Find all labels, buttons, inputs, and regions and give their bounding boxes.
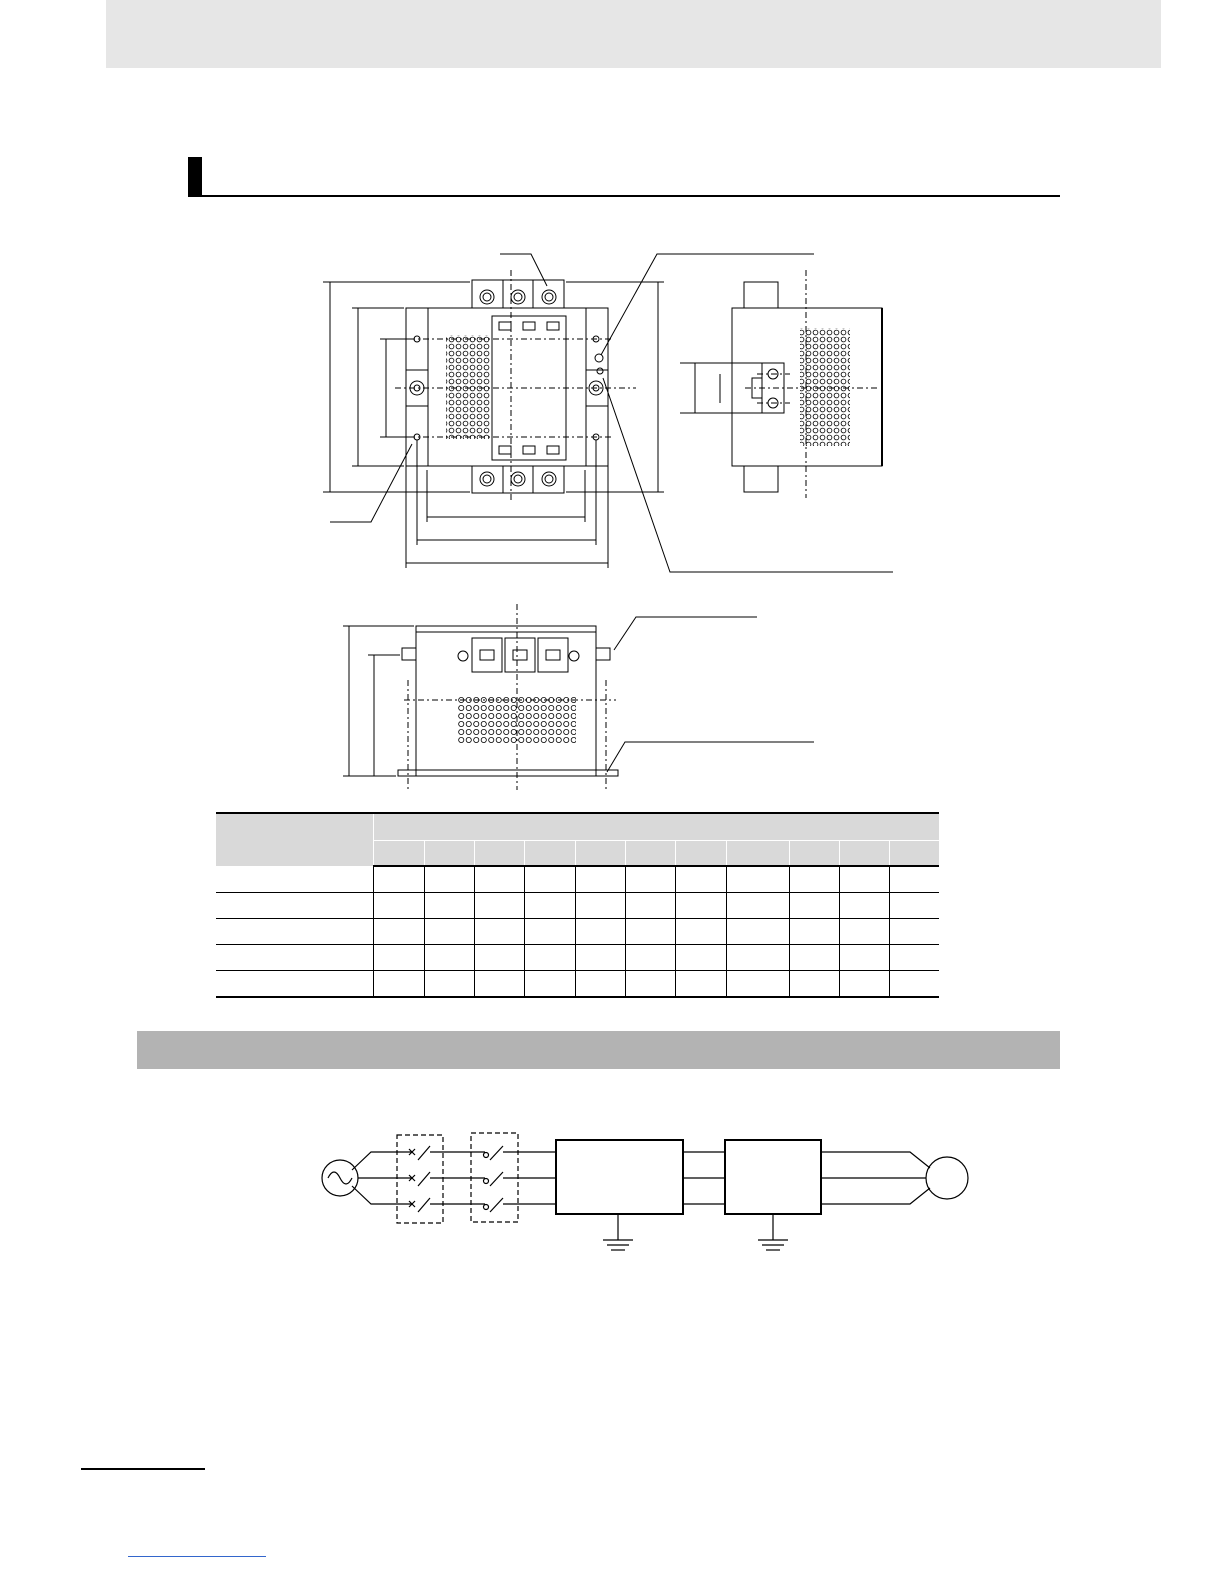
ground-icon	[758, 1214, 788, 1250]
table-row	[216, 893, 939, 919]
wiring-diagram	[315, 1125, 980, 1260]
dimension-header	[839, 841, 889, 867]
ac-source-icon	[322, 1160, 358, 1196]
dimension-header	[726, 841, 789, 867]
dimension-cell	[524, 919, 575, 945]
dimension-cell	[675, 866, 726, 893]
dimension-cell	[789, 945, 839, 971]
dimensions-column-header	[373, 813, 939, 841]
dimension-cell	[424, 919, 474, 945]
model-column-header	[216, 813, 373, 866]
dimension-cell	[424, 866, 474, 893]
dimension-cell	[839, 971, 889, 998]
dimension-cell	[789, 866, 839, 893]
dimension-cell	[373, 971, 424, 998]
dimension-cell	[373, 893, 424, 919]
dimension-cell	[575, 945, 625, 971]
dimension-cell	[889, 893, 939, 919]
vent-pattern	[446, 335, 490, 439]
dimension-cell	[474, 919, 524, 945]
section-heading	[188, 195, 1060, 197]
noise-filter-block	[556, 1140, 683, 1214]
dimension-cell	[726, 893, 789, 919]
dimension-cell	[789, 893, 839, 919]
dimension-header	[625, 841, 675, 867]
motor-icon	[926, 1157, 968, 1199]
dimension-cell	[474, 893, 524, 919]
dimension-header	[424, 841, 474, 867]
bottom-view-drawing	[330, 600, 830, 800]
dimension-cell	[675, 971, 726, 998]
filter-body-outline	[406, 308, 608, 466]
dimension-cell	[424, 945, 474, 971]
dimension-cell	[726, 945, 789, 971]
table-row	[216, 945, 939, 971]
dimension-cell	[373, 866, 424, 893]
dimension-cell	[625, 971, 675, 998]
section-heading-marker	[188, 157, 202, 197]
dimension-cell	[789, 971, 839, 998]
dimension-cell	[625, 945, 675, 971]
dimension-cell	[726, 919, 789, 945]
front-view-drawing	[310, 240, 910, 580]
dimension-cell	[575, 893, 625, 919]
dimension-cell	[889, 866, 939, 893]
dimension-table	[216, 812, 939, 998]
dimension-cell	[726, 971, 789, 998]
dimension-cell	[839, 866, 889, 893]
dimension-cell	[675, 945, 726, 971]
dimension-header	[474, 841, 524, 867]
dimension-cell	[524, 945, 575, 971]
dimension-cell	[474, 945, 524, 971]
dimension-cell	[675, 893, 726, 919]
dimension-cell	[474, 866, 524, 893]
dimension-cell	[575, 919, 625, 945]
table-row	[216, 971, 939, 998]
dimension-cell	[889, 919, 939, 945]
dimension-cell	[889, 945, 939, 971]
dimension-cell	[575, 866, 625, 893]
dimension-cell	[625, 893, 675, 919]
model-cell	[216, 971, 373, 998]
dimension-cell	[889, 971, 939, 998]
ground-icon	[603, 1214, 633, 1250]
bottom-terminal-block	[472, 465, 564, 493]
dimension-cell	[373, 919, 424, 945]
dimension-cell	[524, 971, 575, 998]
page-header-band	[106, 0, 1161, 68]
dimension-cell	[575, 971, 625, 998]
top-terminal-block	[472, 280, 564, 308]
dimension-cell	[789, 919, 839, 945]
footer-rule	[81, 1468, 205, 1470]
dimension-cell	[625, 866, 675, 893]
dimension-cell	[524, 866, 575, 893]
model-cell	[216, 893, 373, 919]
dimension-cell	[424, 971, 474, 998]
switch-contact-icon	[484, 1146, 504, 1212]
dimension-cell	[524, 893, 575, 919]
breaker-contact-icon	[409, 1146, 430, 1212]
model-cell	[216, 919, 373, 945]
dimension-header	[575, 841, 625, 867]
table-row	[216, 919, 939, 945]
dimension-cell	[373, 945, 424, 971]
dimension-header	[675, 841, 726, 867]
dimension-cell	[625, 919, 675, 945]
dimension-header	[524, 841, 575, 867]
dimension-cell	[675, 919, 726, 945]
dimension-cell	[839, 893, 889, 919]
table-row	[216, 866, 939, 893]
dimension-header	[373, 841, 424, 867]
dimension-cell	[424, 893, 474, 919]
dimension-header	[889, 841, 939, 867]
model-cell	[216, 945, 373, 971]
dimension-cell	[839, 945, 889, 971]
footer-link[interactable]	[128, 1556, 266, 1557]
model-cell	[216, 866, 373, 893]
dimension-cell	[839, 919, 889, 945]
dimension-cell	[474, 971, 524, 998]
inverter-block	[725, 1140, 821, 1214]
connection-example-section-header	[137, 1031, 1060, 1069]
dimension-cell	[726, 866, 789, 893]
dimension-header	[789, 841, 839, 867]
